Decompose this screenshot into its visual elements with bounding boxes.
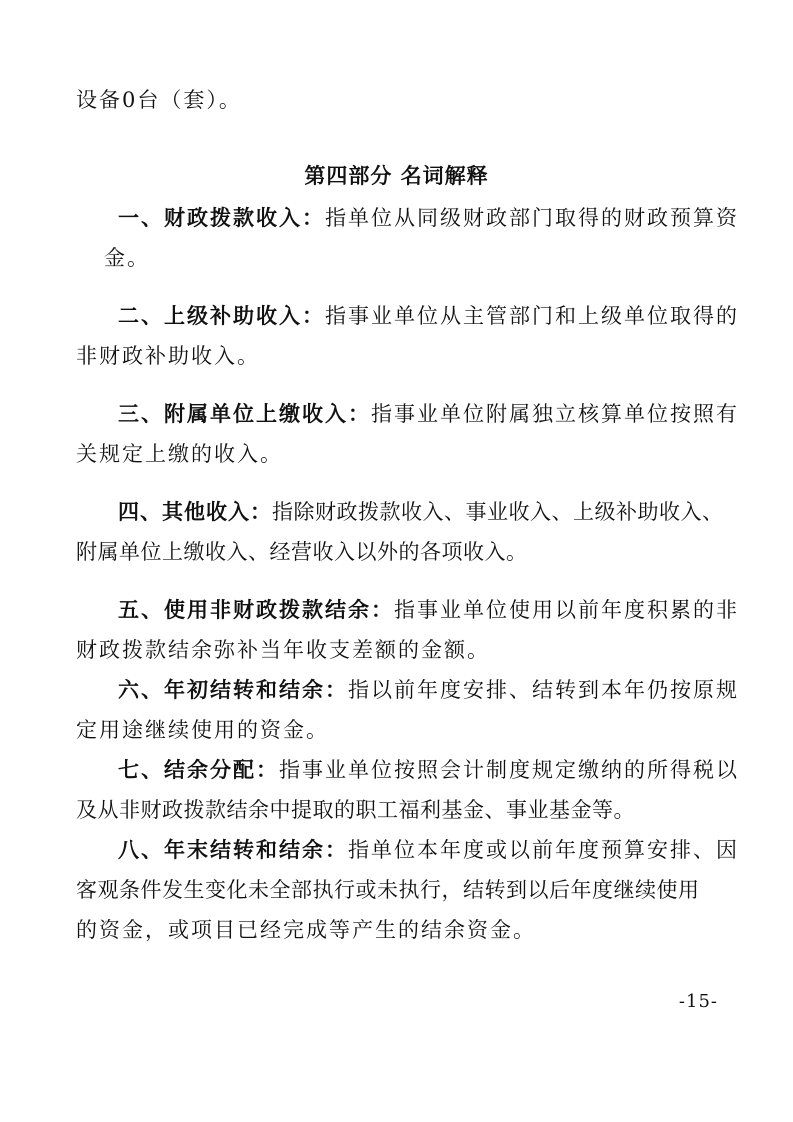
definition-1-term: 一、财政拨款收入： [118,206,325,230]
definition-7-line2: 及从非财政拨款结余中提取的职工福利基金、事业基金等。 [76,798,635,822]
definition-8-term: 八、年末结转和结余： [118,838,348,862]
definition-3-term: 三、附属单位上缴收入： [118,402,371,426]
definition-5-line2: 财政拨款结余弥补当年收支差额的金额。 [76,638,490,662]
definition-6-term: 六、年初结转和结余： [118,678,348,702]
definition-1-line1 [118,204,739,232]
definition-8-line3: 的资金，或项目已经完成等产生的结余资金。 [76,918,536,942]
definition-8-line2: 客观条件发生变化未全部执行或未执行，结转到以后年度继续使用 [76,878,700,902]
section-title: 第四部分 名词解释 [304,164,489,188]
definition-2-line2: 非财政补助收入。 [76,344,260,368]
definition-7-text: 指事业单位按照会计制度规定缴纳的所得税以 [279,758,739,782]
definition-8-line1 [118,836,739,864]
definition-4-line1 [118,498,724,526]
definition-4-term: 四、其他收入： [118,500,272,524]
definition-3-line1 [118,400,739,428]
definition-5-line1 [118,596,739,624]
definition-2-line1 [118,302,739,330]
definition-2-text: 指事业单位从主管部门和上级单位取得的 [325,304,739,328]
definition-6-line1 [118,676,739,704]
page-number: -15- [678,991,718,1012]
definition-7-line1 [118,756,739,784]
definition-3-line2: 关规定上缴的收入。 [76,442,283,466]
intro-line: 设备0台（套）。 [76,88,242,112]
definition-8-text: 指单位本年度或以前年度预算安排、因 [348,838,739,862]
definition-4-text: 指除财政拨款收入、事业收入、上级补助收入、 [272,500,724,524]
definition-5-text: 指事业单位使用以前年度积累的非 [394,598,739,622]
definition-1-text: 指单位从同级财政部门取得的财政预算资 [325,206,739,230]
definition-6-line2: 定用途继续使用的资金。 [76,718,329,742]
definition-2-term: 二、上级补助收入： [118,304,325,328]
definition-7-term: 七、结余分配： [118,758,279,782]
definition-3-text: 指事业单位附属独立核算单位按照有 [371,402,739,426]
definition-6-text: 指以前年度安排、结转到本年仍按原规 [348,678,739,702]
definition-1-line2: 金。 [104,246,150,270]
definition-4-line2: 附属单位上缴收入、经营收入以外的各项收入。 [76,540,528,564]
definition-5-term: 五、使用非财政拨款结余： [118,598,394,622]
